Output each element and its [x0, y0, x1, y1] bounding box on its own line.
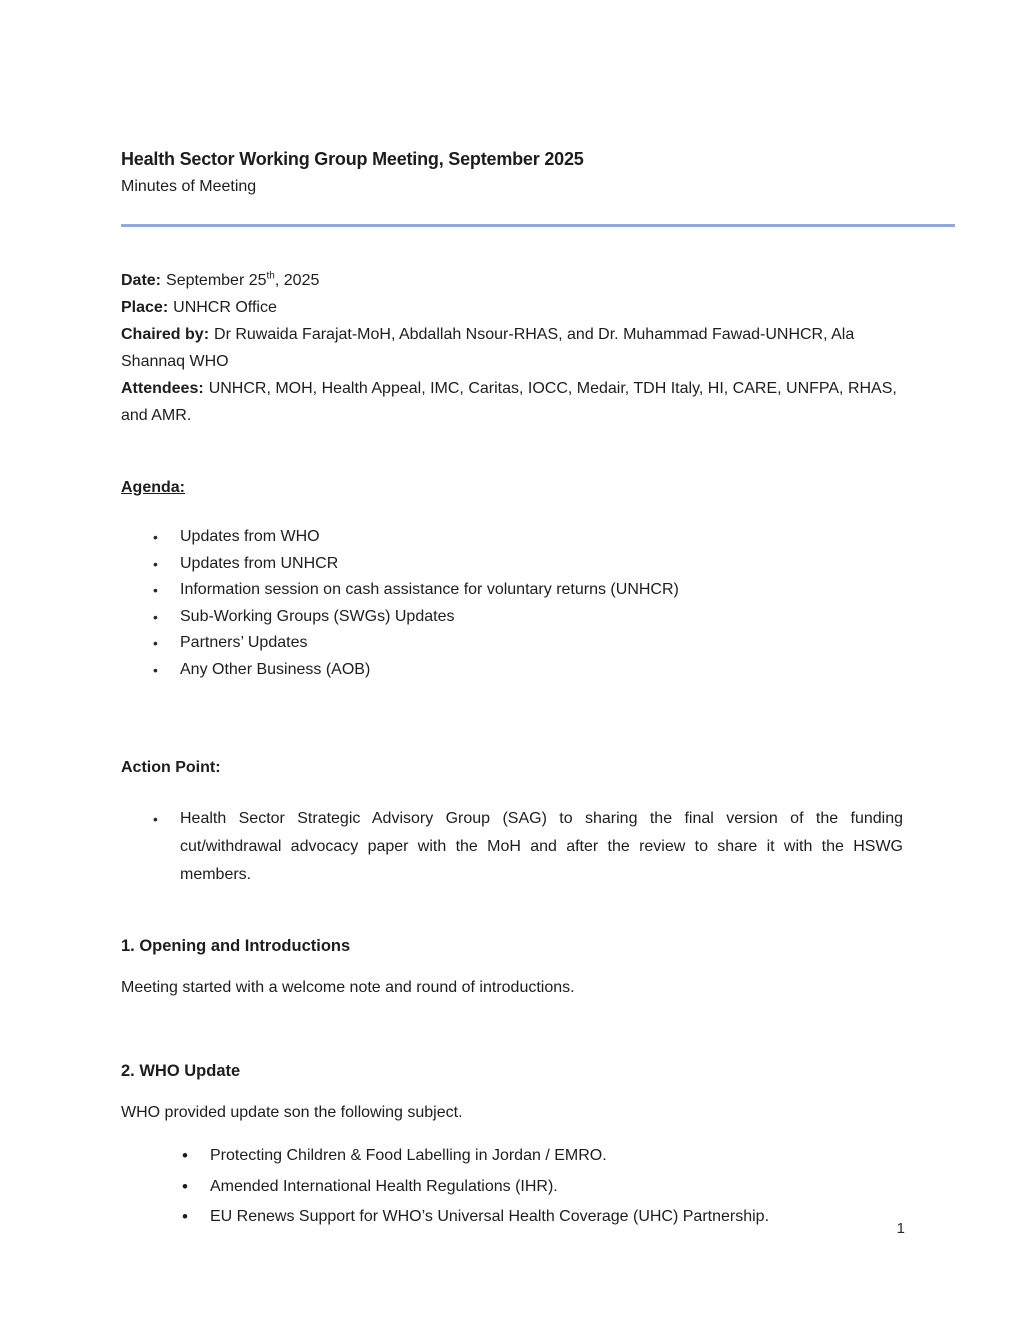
attendees-value: UNHCR, MOH, Health Appeal, IMC, Caritas, IOCC, Medair, TDH Italy, HI, CARE, UNFPA, RHAS, and AMR.: [121, 380, 897, 424]
action-point-list: [121, 805, 955, 889]
date-superscript: th: [266, 270, 275, 282]
horizontal-divider: [121, 224, 955, 227]
place-value: UNHCR Office: [173, 299, 277, 316]
agenda-list: [121, 524, 955, 683]
page-number: 1: [896, 1220, 905, 1237]
who-update-item: • Protecting Children & Food Labelling in Jordan / EMRO.: [121, 1141, 955, 1172]
place-line: [121, 294, 921, 321]
agenda-item: • Information session on cash assistance for voluntary returns (UNHCR): [121, 577, 955, 604]
section-heading-who-update: 2. WHO Update: [121, 1062, 241, 1080]
date-line: [121, 267, 921, 294]
agenda-item: • Partners’ Updates: [121, 630, 955, 657]
date-label: Date:: [121, 272, 162, 289]
section-heading-opening: 1. Opening and Introductions: [121, 937, 351, 955]
agenda-item: • Updates from WHO: [121, 524, 955, 551]
chaired-by-label: Chaired by:: [121, 326, 210, 343]
action-point-item: • Health Sector Strategic Advisory Group (SAG) to sharing the final version of the funding cut/withdrawal advocacy paper with the MoH and after the review to share it with the HSWG members.: [180, 805, 903, 889]
meeting-meta: [121, 267, 921, 429]
agenda-heading: Agenda:: [121, 479, 185, 496]
document-subtitle: Minutes of Meeting: [121, 178, 257, 195]
date-value-tail: , 2025: [274, 272, 320, 289]
attendees-line: [121, 375, 921, 429]
section-body-who-update: WHO provided update son the following subject.: [121, 1104, 463, 1121]
action-point-heading: Action Point:: [121, 759, 221, 776]
agenda-item: • Sub-Working Groups (SWGs) Updates: [121, 604, 955, 631]
who-update-item: • Amended International Health Regulations (IHR).: [121, 1172, 955, 1203]
agenda-item: • Any Other Business (AOB): [121, 657, 955, 684]
chaired-by-value: Dr Ruwaida Farajat-MoH, Abdallah Nsour-RHAS, and Dr. Muhammad Fawad-UNHCR, Ala Shannaq WHO: [121, 326, 855, 370]
attendees-label: Attendees:: [121, 380, 204, 397]
agenda-item: • Updates from UNHCR: [121, 551, 955, 578]
who-update-item: • EU Renews Support for WHO’s Universal Health Coverage (UHC) Partnership.: [121, 1202, 955, 1233]
section-body-opening: Meeting started with a welcome note and round of introductions.: [121, 979, 575, 996]
place-label: Place:: [121, 299, 169, 316]
date-value-main: September 25: [166, 272, 267, 289]
chaired-by-line: [121, 321, 921, 375]
who-update-list: [121, 1141, 955, 1233]
document-title: Health Sector Working Group Meeting, September 2025: [121, 149, 584, 169]
